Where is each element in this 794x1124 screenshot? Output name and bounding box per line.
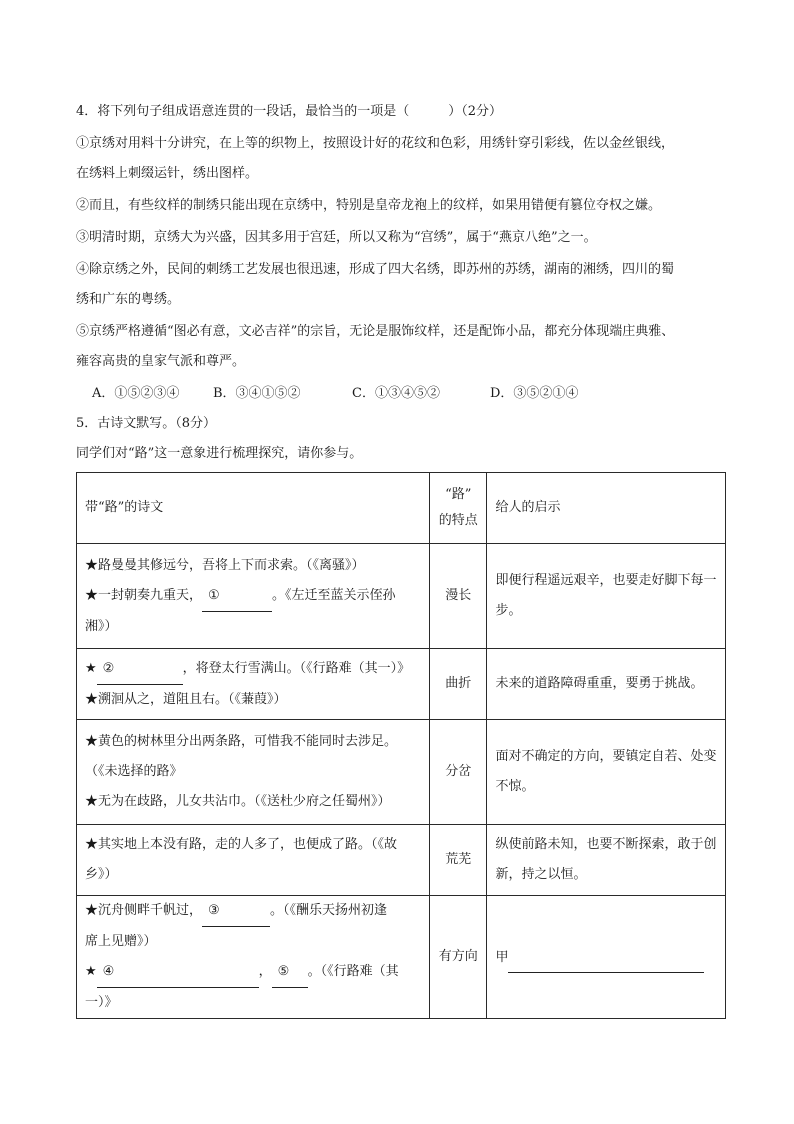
blank-4[interactable]: ④ [97,957,259,988]
sentence-4-continued: 绣和广东的粤绣。 [76,292,181,307]
option-b[interactable]: B．③④①⑤② [213,386,301,401]
insight-cell: 面对不确定的方向，要镇定自若、处变不惊。 [487,720,726,825]
table-row [77,825,726,896]
feature-cell: 有方向 [430,896,487,1019]
answer-label-jia: 甲 [495,949,509,965]
poem-cell: ★ ② ，将登太行雪满山。（《行路难（其一）》 ★溯洄从之，道阻且右。（《蒹葭》） [77,649,430,720]
sentence-5-continued: 雍容高贵的皇家气派和尊严。 [76,354,246,369]
header-insight: 给人的启示 [487,473,726,544]
question-5-intro: 同学们对“路”这一意象进行梳理探究，请你参与。 [76,446,363,461]
option-a[interactable]: A．①⑤②③④ [92,386,180,401]
feature-cell: 漫长 [430,544,487,649]
table-row [77,720,726,825]
poem-cell: ★其实地上本没有路，走的人多了，也便成了路。（《故 乡》） [77,825,430,896]
feature-cell: 曲折 [430,649,487,720]
table-row [77,896,726,1019]
header-feature: “路” 的特点 [430,473,487,544]
blank-3[interactable]: ③ [202,896,270,927]
question-4-title: 4．将下列句子组成语意连贯的一段话，最恰当的一项是（ ）（2分） [76,104,503,119]
blank-1[interactable]: ① [202,581,272,612]
table-row [77,544,726,649]
question-5-title: 5．古诗文默写。（8分） [76,416,217,431]
sentence-3: ③明清时期，京绣大为兴盛，因其多用于宫廷，所以又称为“宫绣”，属于“燕京八绝”之一。 [76,230,597,245]
answer-blank-jia[interactable] [508,942,704,973]
poem-cell: ★沉舟侧畔千帆过， ③ 。（《酬乐天扬州初逢 席上见赠》） ★ ④ ， ⑤ 。（《行路难（其一）》 [77,896,430,1019]
option-c[interactable]: C．①③④⑤② [352,386,440,401]
feature-cell: 荒芜 [430,825,487,896]
blank-2[interactable]: ② [97,654,183,685]
table-row [77,649,726,720]
insight-cell: 未来的道路障碍重重，要勇于挑战。 [487,649,726,720]
feature-cell: 分岔 [430,720,487,825]
poem-cell: ★黄色的树林里分出两条路，可惜我不能同时去涉足。 （《未选择的路》 ★无为在歧路，儿女共沾巾。（《送杜少府之任蜀州》） [77,720,430,825]
poetry-table [76,472,726,1019]
blank-5[interactable]: ⑤ [272,957,308,988]
sentence-1: ①京绣对用料十分讲究，在上等的织物上，按照设计好的花纹和色彩，用绣针穿引彩线，佐以金丝银线， [76,136,675,151]
sentence-4: ④除京绣之外，民间的刺绣工艺发展也很迅速，形成了四大名绣，即苏州的苏绣，湖南的湘绣，四川的蜀 [76,262,675,277]
table-header-row [77,473,726,544]
sentence-5: ⑤京绣严格遵循“图必有意，文必吉祥”的宗旨，无论是服饰纹样，还是配饰小品，都充分体现端庄典雅、 [76,324,675,339]
sentence-1-continued: 在绣料上刺缀运针，绣出图样。 [76,166,259,181]
insight-cell: 即便行程遥远艰辛，也要走好脚下每一步。 [487,544,726,649]
sentence-2: ②而且，有些纹样的制绣只能出现在京绣中，特别是皇帝龙袍上的纹样，如果用错便有篡位夺权之嫌。 [76,198,662,213]
insight-cell [487,896,726,1019]
insight-cell: 纵使前路未知，也要不断探索，敢于创新，持之以恒。 [487,825,726,896]
option-d[interactable]: D．③⑤②①④ [490,386,579,401]
header-poem: 带“路”的诗文 [77,473,430,544]
poem-cell: ★路曼曼其修远兮，吾将上下而求索。（《离骚》） ★一封朝奏九重天， ① 。《左迁至蓝关示侄孙 湘》） [77,544,430,649]
